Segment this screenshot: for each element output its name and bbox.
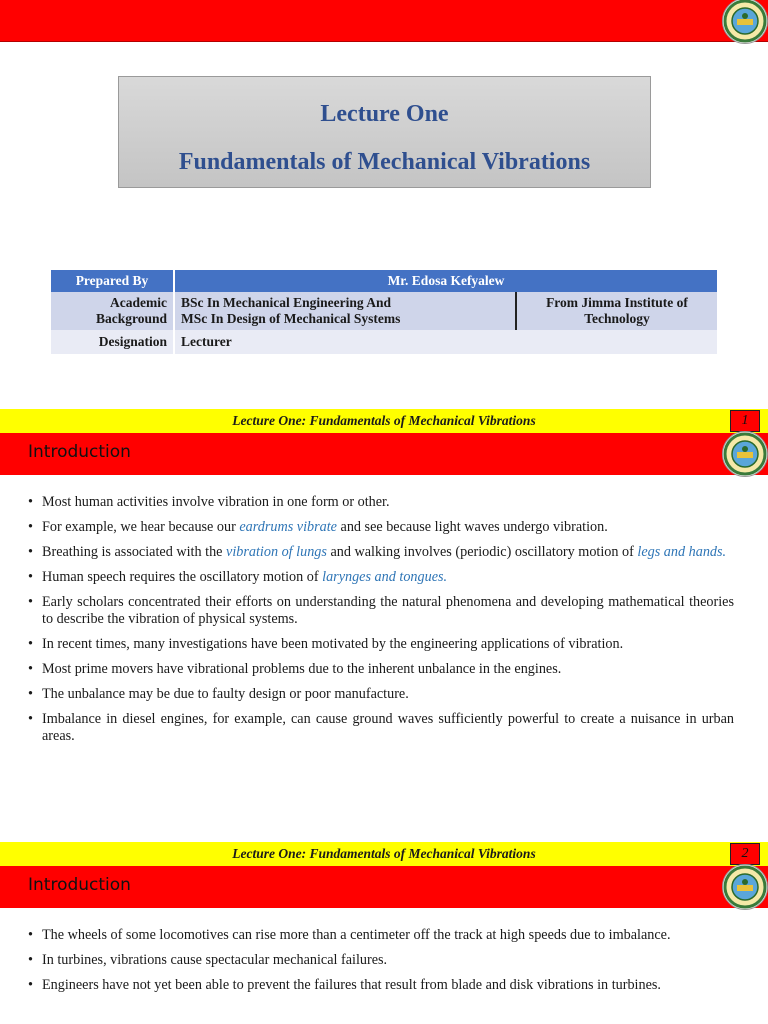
bullet-text: Human speech requires the oscillatory motion of — [42, 569, 323, 585]
list-item — [28, 636, 734, 653]
academic-background-value — [174, 292, 516, 330]
bullet-icon: • — [28, 711, 33, 727]
prepared-by-value: Mr. Edosa Kefyalew — [174, 270, 717, 292]
lecture-subtitle: Fundamentals of Mechanical Vibrations — [178, 149, 591, 175]
bullet-icon: • — [28, 519, 33, 535]
list-item — [28, 661, 734, 678]
bullet-icon: • — [28, 927, 33, 943]
bullet-text: Most prime movers have vibrational problems due to the inherent unbalance in the engines. — [42, 661, 562, 677]
bullet-icon: • — [28, 594, 33, 610]
list-item — [28, 519, 734, 536]
university-seal-icon — [722, 864, 768, 910]
list-item — [28, 569, 734, 586]
institute-line: From Jimma Institute of — [546, 295, 688, 310]
bullet-icon: • — [28, 661, 33, 677]
list-item — [28, 544, 734, 561]
designation-value: Lecturer — [174, 330, 717, 354]
section-bar — [0, 866, 768, 908]
degree-line: BSc In Mechanical Engineering And — [181, 295, 392, 310]
lecture-title: Lecture One — [320, 101, 449, 127]
emphasized-text: larynges and tongues. — [322, 569, 448, 585]
table-row — [51, 292, 717, 330]
section-bar — [0, 433, 768, 475]
academic-label-line: Background — [95, 311, 167, 326]
academic-background-label — [51, 292, 174, 330]
bullet-list — [28, 494, 734, 753]
designation-label: Designation — [51, 330, 174, 354]
bullet-icon: • — [28, 636, 33, 652]
bullet-text: and walking involves (periodic) oscillatory motion of — [326, 544, 638, 560]
section-title: Introduction — [28, 875, 131, 895]
bullet-text: Early scholars concentrated their efforts on understanding the natural phenomena and developing mathematical theories to describe the vibration of physical systems. — [42, 594, 734, 627]
bullet-icon: • — [28, 977, 33, 993]
bullet-text: Breathing is associated with the — [42, 544, 227, 560]
table-row — [51, 270, 717, 292]
list-item — [28, 494, 734, 511]
list-item — [28, 711, 734, 745]
list-item — [28, 952, 734, 969]
table-row — [51, 330, 717, 354]
bullet-text: Most human activities involve vibration in one form or other. — [42, 494, 390, 510]
university-seal-icon — [722, 431, 768, 477]
academic-label-line: Academic — [110, 295, 167, 310]
bullet-text: The wheels of some locomotives can rise more than a centimeter off the track at high speeds due to imbalance. — [42, 927, 671, 943]
list-item — [28, 686, 734, 703]
degree-line: MSc In Design of Mechanical Systems — [181, 311, 401, 326]
bullet-icon: • — [28, 544, 33, 560]
bullet-text: and see because light waves undergo vibration. — [336, 519, 608, 535]
institute-value — [516, 292, 717, 330]
bullet-text: In recent times, many investigations have been motivated by the engineering applications of vibration. — [42, 636, 624, 652]
emphasized-text: eardrums vibrate — [239, 519, 337, 535]
prepared-by-label: Prepared By — [51, 270, 174, 292]
bullet-text: In turbines, vibrations cause spectacular mechanical failures. — [42, 952, 388, 968]
page-number: 1 — [730, 410, 760, 432]
university-seal-icon — [722, 0, 768, 44]
list-item — [28, 977, 734, 994]
institute-line: Technology — [584, 311, 650, 326]
bullet-list — [28, 927, 734, 1002]
slide-header: Lecture One: Fundamentals of Mechanical Vibrations — [0, 842, 768, 866]
bullet-text: The unbalance may be due to faulty design or poor manufacture. — [42, 686, 409, 702]
bullet-text: Imbalance in diesel engines, for example, can cause ground waves sufficiently powerful to create a nuisance in urban areas. — [42, 711, 734, 744]
title-box — [118, 76, 651, 188]
emphasized-text: legs and hands. — [637, 544, 727, 560]
bullet-text: Engineers have not yet been able to prevent the failures that result from blade and disk vibrations in turbines. — [42, 977, 661, 993]
bullet-icon: • — [28, 569, 33, 585]
slide-header: Lecture One: Fundamentals of Mechanical Vibrations — [0, 409, 768, 433]
bullet-icon: • — [28, 952, 33, 968]
bullet-text: For example, we hear because our — [42, 519, 240, 535]
presenter-info-table — [51, 270, 717, 354]
list-item — [28, 927, 734, 944]
bullet-icon: • — [28, 494, 33, 510]
bullet-icon: • — [28, 686, 33, 702]
emphasized-text: vibration of lungs — [226, 544, 327, 560]
top-banner — [0, 0, 768, 42]
page-number: 2 — [730, 843, 760, 865]
section-title: Introduction — [28, 442, 131, 462]
list-item — [28, 594, 734, 628]
